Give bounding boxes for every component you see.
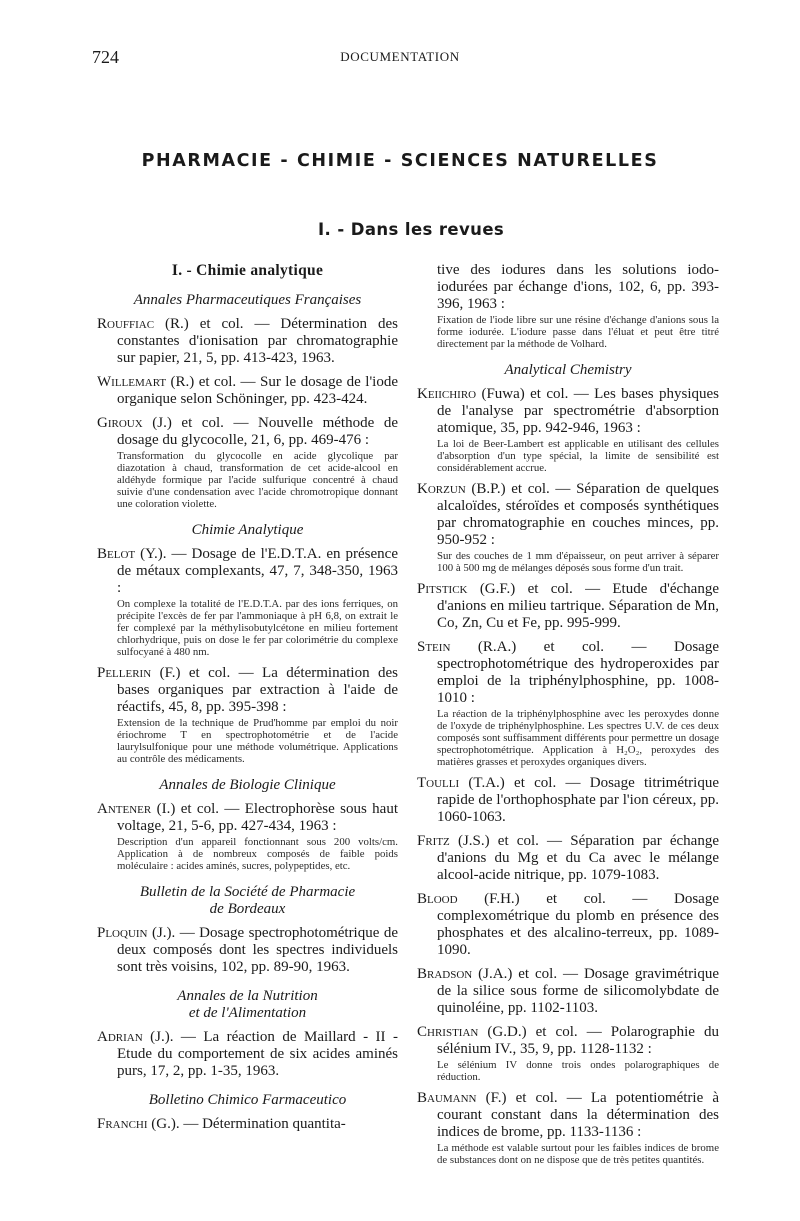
journal-title [97,522,398,539]
entry-reference [417,1090,719,1141]
bibliography-entry [97,1029,398,1080]
entry-citation: (G.D.) et col. — Polarographie du sélénium IV., 35, 9, pp. 1128-1132 : [437,1024,719,1057]
entry-author: Stein [417,639,451,655]
bibliography-entry [97,665,398,765]
column-heading: I. - Chimie analytique [171,262,324,279]
entry-author: Korzun [417,481,466,497]
section-title: PHARMACIE - CHIMIE - SCIENCES NATURELLES [141,151,659,171]
journal-title-line: Annales de Biologie Clinique [159,777,336,793]
entry-author: Toulli [417,775,460,791]
bibliography-entry [97,925,398,976]
entry-author: Pitstick [417,581,468,597]
entry-citation: (I.) et col. — Electrophorèse sous haut voltage, 21, 5-6, pp. 427-434, 1963 : [117,801,398,834]
entry-citation: (J.). — La réaction de Maillard - II - Etude du comportement de six acides aminés purs, 17, 2, pp. 1-35, 1963. [117,1029,398,1079]
entry-citation: (F.H.) et col. — Dosage complexométrique du plomb en présence des phosphates et des alcalino-terreux, pp. 1089-1090. [437,891,719,958]
entry-reference [417,386,719,437]
entry-author: Christian [417,1024,479,1040]
entry-citation: (J.). — Dosage spectrophotométrique de deux composés dont les spectres individuels sont très voisins, 102, pp. 89-90, 1963. [117,925,398,975]
bibliography-entry [417,833,719,884]
entry-abstract: Sur des couches de 1 mm d'épaisseur, on peut arriver à séparer 100 à 500 mg de mélanges déposés sous forme d'un trait. [437,550,719,574]
entry-citation: (B.P.) et col. — Séparation de quelques alcaloïdes, stéroïdes et composés synthétiques par chromatographie en couches minces, pp. 950-952 : [437,481,719,548]
journal-title-line: et de l'Alimentation [188,1005,307,1021]
entry-reference [97,374,398,408]
entry-citation: (Fuwa) et col. — Les bases physiques de l'analyse par spectrométrie d'absorption atomique, 35, pp. 942-946, 1963 : [437,386,719,436]
entry-reference [417,775,719,826]
entry-author: Fritz [417,833,450,849]
entry-reference [417,581,719,632]
right-column [417,262,719,1173]
subsection-title: I. - Dans les revues [318,220,505,239]
journal-title [97,884,398,918]
bibliography-entry [97,415,398,510]
entry-author: Rouffiac [97,316,155,332]
entry-citation: (G.). — Détermination quantita- [147,1116,346,1132]
entry-reference [417,1024,719,1058]
entry-author: Pellerin [97,665,152,681]
entry-author: Adrian [97,1029,143,1045]
page-number: 724 [92,47,119,67]
entry-abstract: Extension de la technique de Prud'homme par emploi du noir ériochrome T en spectrophotométrie et de l'acide laurylsulfonique pour une méthode volumétrique. Applications au contrôle des médicaments. [117,717,398,765]
entry-abstract: Description d'un appareil fonctionnant sous 200 volts/cm. Application à de nombreux composés de faible poids moléculaire : acides aminés, sucres, polypeptides, etc. [117,836,398,872]
bibliography-entry [97,316,398,367]
entry-author: Giroux [97,415,143,431]
entry-citation: (T.A.) et col. — Dosage titrimétrique rapide de l'orthophosphate par l'ion céreux, pp. 1060-1063. [437,775,719,825]
entry-abstract: Le sélénium IV donne trois ondes polarographiques de réduction. [437,1059,719,1083]
right-groups [417,362,719,1166]
entry-citation: (R.) et col. — Détermination des constantes d'ionisation par chromatographie sur papier, 21, 5, pp. 413-423, 1963. [117,316,398,366]
entry-reference [97,415,398,449]
entry-reference [417,891,719,959]
entry-reference [417,966,719,1017]
entry-citation: (F.) et col. — La détermination des bases organiques par extraction à l'aide de réactifs, 45, 8, pp. 395-398 : [117,665,398,715]
bibliography-entry [417,639,719,768]
journal-title [97,292,398,309]
entry-abstract: La loi de Beer-Lambert est applicable en utilisant des cellules d'absorption d'un type spécial, la limite de sensibilité est considérablement accrue. [437,438,719,474]
entry-reference [97,665,398,716]
entry-author: Bradson [417,966,473,982]
entry-reference [97,546,398,597]
journal-title-line: Annales de la Nutrition [177,988,318,1004]
entry-reference [97,1029,398,1080]
entry-author: Ploquin [97,925,148,941]
bibliography-entry [417,891,719,959]
entry-author: Keiichiro [417,386,477,402]
left-groups [97,292,398,1133]
journal-title-line: Chimie Analytique [191,522,304,538]
entry-citation: (J.A.) et col. — Dosage gravimétrique de la silice sous forme de silicomolybdate de quinoléine, pp. 1102-1103. [437,966,719,1016]
journal-title [97,1092,398,1109]
entry-abstract: Transformation du glycocolle en acide glycolique par diazotation à chaud, transformation de cet acide-alcool en aldéhyde formique par l'acide sulfurique concentré à chaud suivie d'une condensation avec l'acide chromotropique donnant une coloration violette. [117,450,398,510]
journal-title-line: Bulletin de la Société de Pharmacie [139,884,356,900]
journal-title-line: Annales Pharmaceutiques Françaises [133,292,362,308]
entry-abstract: On complexe la totalité de l'E.D.T.A. par des ions ferriques, on précipite l'excès de fer par l'ammoniaque à pH 6,8, on extrait le fer complexé par la méthylisobutylcétone en milieu fortement chlorhydrique, puis on dose le fer par colorimétrie du complexe sulfocyané à 480 nm. [117,598,398,658]
continued-abstract: Fixation de l'iode libre sur une résine d'échange d'anions sous la forme iodurée. L'iodure passe dans l'éluat et peut être titré directement par la méthode de Volhard. [437,314,719,350]
entry-reference [97,801,398,835]
entry-citation: (F.) et col. — La potentiométrie à courant constant dans la détermination des indices de brome, pp. 1133-1136 : [437,1090,719,1140]
entry-author: Baumann [417,1090,477,1106]
entry-author: Franchi [97,1116,148,1132]
entry-citation: (R.A.) et col. — Dosage spectrophotométrique des hydroperoxides par emploi de la triphénylphosphine, pp. 1008-1010 : [437,639,719,706]
journal-title [97,988,398,1022]
continued-entry [417,262,719,350]
journal-title [417,362,719,379]
journal-title [97,777,398,794]
bibliography-entry [97,374,398,408]
entry-reference [97,925,398,976]
entry-author: Antener [97,801,152,817]
bibliography-entry [417,581,719,632]
bibliography-entry [417,481,719,574]
entry-reference [97,1116,398,1133]
entry-author: Blood [417,891,458,907]
journal-title-line: de Bordeaux [209,901,286,917]
entry-citation: (Y.). — Dosage de l'E.D.T.A. en présence de métaux complexants, 47, 7, 348-350, 1963 : [117,546,398,596]
entry-reference [417,481,719,549]
entry-citation: (G.F.) et col. — Etude d'échange d'anions en milieu tartrique. Séparation de Mn, Co, Zn, Cu et Fe, pp. 995-999. [437,581,719,631]
journal-title-line: Bolletino Chimico Farmaceutico [148,1092,347,1108]
entry-author: Belot [97,546,136,562]
bibliography-entry [417,1024,719,1083]
entry-citation: (R.) et col. — Sur le dosage de l'iode organique selon Schöninger, pp. 423-424. [117,374,398,407]
bibliography-entry [417,1090,719,1166]
bibliography-entry [97,801,398,872]
left-column [97,262,398,1140]
entry-abstract: La réaction de la triphénylphosphine avec les peroxydes donne de l'oxyde de triphénylphosphine. Les spectres U.V. de ces deux composés sont suffisamment différents pour permettre un dosage spectrophotométrique. Application à H₂O₂, peroxydes des matières grasses et peroxydes organiques divers. [437,708,719,768]
bibliography-entry [97,1116,398,1133]
entry-citation: (J.S.) et col. — Séparation par échange d'anions du Mg et du Ca avec le mélange alcool-acide nitrique, pp. 1079-1083. [437,833,719,883]
entry-reference [417,639,719,707]
bibliography-entry [97,546,398,658]
entry-reference [97,316,398,367]
entry-author: Willemart [97,374,167,390]
entry-reference [417,833,719,884]
entry-abstract: La méthode est valable surtout pour les faibles indices de brome de substances dont on ne dispose que de très petites quantités. [437,1142,719,1166]
journal-title-line: Analytical Chemistry [504,362,632,378]
bibliography-entry [417,966,719,1017]
running-title: DOCUMENTATION [340,49,460,64]
bibliography-entry [417,386,719,474]
bibliography-entry [417,775,719,826]
entry-citation: (J.) et col. — Nouvelle méthode de dosage du glycocolle, 21, 6, pp. 469-476 : [117,415,398,448]
continued-reference: tive des iodures dans les solutions iodo-iodurées par échange d'ions, 102, 6, pp. 393-396, 1963 : [437,262,719,312]
